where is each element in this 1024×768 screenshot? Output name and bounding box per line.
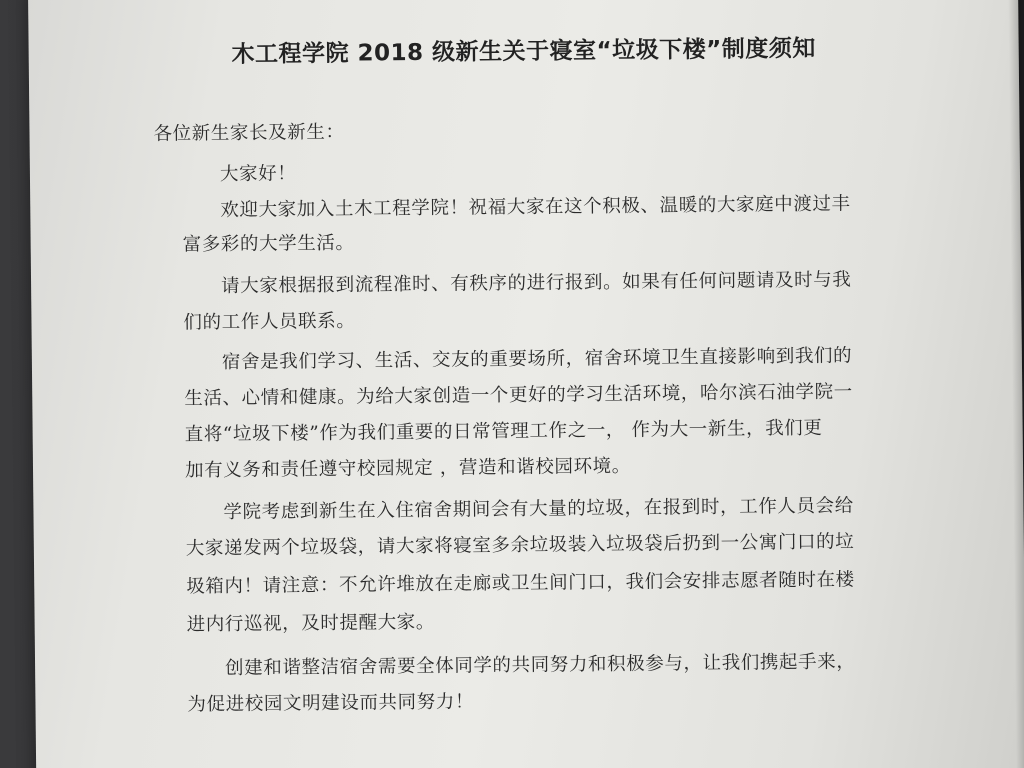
document-title: 木工程学院 2018 级新生关于寝室“垃圾下楼”制度须知 [231, 35, 816, 68]
paragraph-4-line-4: 进内行巡视，及时提醒大家。 [186, 611, 436, 636]
paragraph-5-line-1: 创建和谐整洁宿舍需要全体同学的共同努力和积极参与，让我们携起手来， [225, 651, 856, 679]
greeting: 大家好！ [219, 163, 297, 185]
paragraph-3-line-3: 直将“垃圾下楼”作为我们重要的日常管理工作之一， 作为大一新生，我们更 [184, 417, 823, 446]
paragraph-1-line-1: 欢迎大家加入土木工程学院！祝福大家在这个积极、温暖的大家庭中渡过丰 [220, 193, 851, 221]
paragraph-3-line-2: 生活、心情和健康。为给大家创造一个更好的学习生活环境，哈尔滨石油学院一 [184, 381, 853, 410]
paragraph-4-line-2: 大家递发两个垃圾袋，请大家将寝室多余垃圾装入垃圾袋后扔到一公寓门口的垃 [185, 531, 855, 560]
paper-shadow-edge [1008, 0, 1024, 768]
paragraph-3-line-1: 宿舍是我们学习、生活、交友的重要场所，宿舍环境卫生直接影响到我们的 [221, 345, 853, 373]
paragraph-2-line-1: 请大家根据报到流程准时、有秩序的进行报到。如果有任何问题请及时与我 [221, 269, 852, 297]
salutation: 各位新生家长及新生： [153, 121, 345, 145]
paragraph-2-line-2: 们的工作人员联系。 [183, 310, 356, 334]
paragraph-4-line-3: 圾箱内！请注意：不允许堆放在走廊或卫生间门口，我们会安排志愿者随时在楼 [186, 569, 855, 598]
paragraph-3-line-4: 加有义务和责任遵守校园规定 ，营造和谐校园环境。 [184, 455, 631, 482]
paragraph-5-line-2: 为促进校园文明建设而共同努力！ [187, 691, 475, 716]
paragraph-4-line-1: 学院考虑到新生在入住宿舍期间会有大量的垃圾，在报到时，工作人员会给 [223, 495, 854, 523]
paragraph-1-line-2: 富多彩的大学生活。 [182, 232, 355, 256]
paper-sheet [28, 0, 1024, 768]
